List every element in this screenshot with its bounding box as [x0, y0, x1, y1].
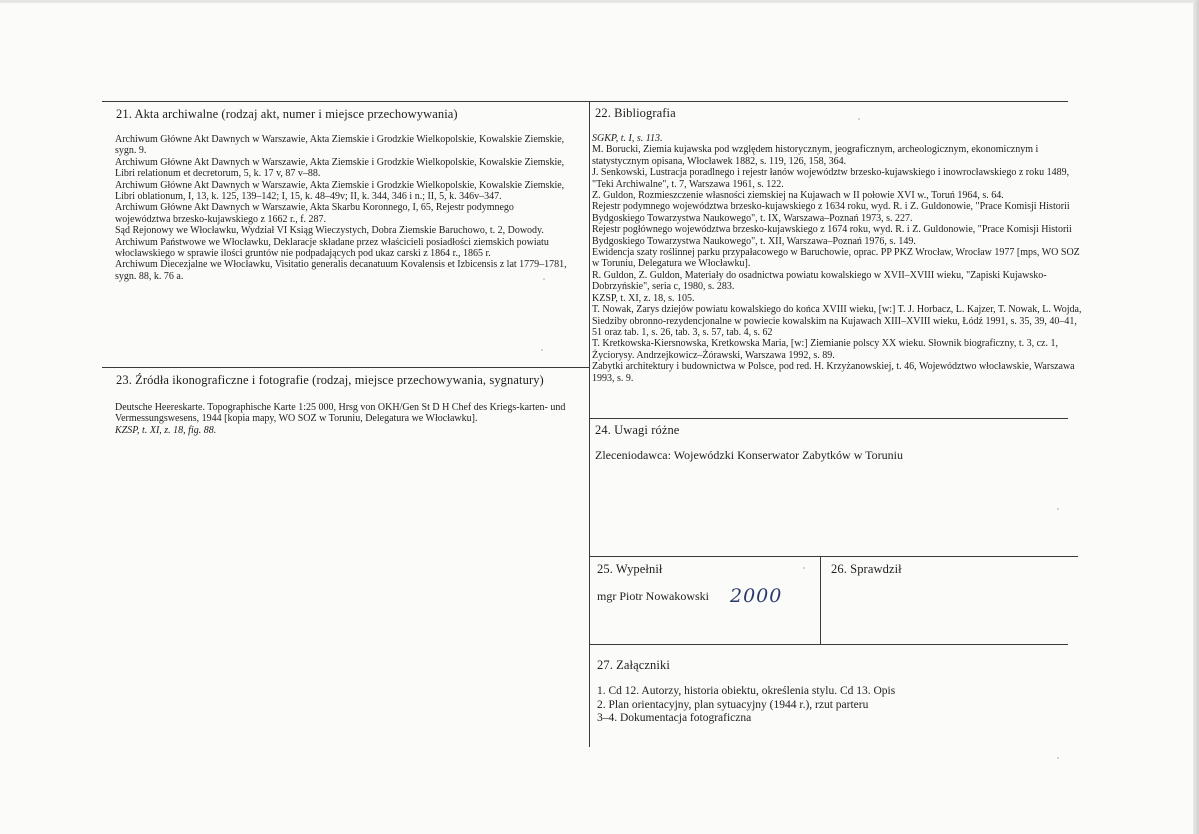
bibliography-entry: Rejestr pogłównego województwa brzesko-kujawskiego z 1674 roku, wyd. R. i Z. Guldonowie, "Prace Komisji Historii Bydgoskiego Towarzystwa Naukowego", t. XII, Warszawa–Poznań 1976, s. 149.: [592, 224, 1072, 247]
scan-speck: [803, 567, 805, 569]
scan-speck: [858, 118, 860, 120]
section-22-title: 22. Bibliografia: [595, 106, 676, 120]
attachment-item: 2. Plan orientacyjny, plan sytuacyjny (1944 r.), rzut parteru: [597, 698, 869, 711]
iconography-entry: Deutsche Heereskarte. Topographische Karte 1:25 000, Hrsg von OKH/Gen St D H Chef des Kriegs-karten- und Vermessungswesens, 1944 [kopia mapy, WO SOZ w Toruniu, Delegatura we Włocławku].: [115, 402, 566, 425]
archive-entry: Archiwum Główne Akt Dawnych w Warszawie, Akta Ziemskie i Grodzkie Wielkopolskie, Kowalskie Ziemskie, Libri oblationum, I, 13, k. 125, 139–142; I, 15, k. 48–49v; II, k. 344, 346 i n.; II, 5, k. 346v–347.: [115, 179, 565, 203]
scan-speck: [1057, 508, 1059, 510]
section-23-title: 23. Źródła ikonograficzne i fotografie (rodzaj, miejsce przechowywania, sygnatury): [116, 373, 544, 387]
rule-24-top: [589, 418, 1068, 419]
rule-23-top: [102, 367, 589, 368]
archive-entry: Sąd Rejonowy we Włocławku, Wydział VI Ksiąg Wieczystych, Dobra Ziemskie Baruchowo, t. 2, Dowody.: [115, 225, 544, 237]
bibliography-entry: J. Senkowski, Lustracja poradlnego i rejestr łanów województw brzesko-kujawskiego i inowrocławskiego z roku 1489, "Teki Archiwalne", t. 7, Warszawa 1961, s. 122.: [592, 167, 1070, 190]
bibliography-entry: M. Borucki, Ziemia kujawska pod względem historycznym, jeograficznym, archeologicznym, ekonomicznym i statystycznym opisana, Włocławek 1882, s. 119, 126, 158, 364.: [592, 144, 1039, 167]
section-26-title: 26. Sprawdził: [831, 562, 902, 576]
section-21-body: [115, 134, 567, 282]
bibliography-entry: Z. Guldon, Rozmieszczenie własności ziemskiej na Kujawach w II połowie XVI w., Toruń 1964, s. 64.: [592, 190, 1004, 202]
archive-entry: Archiwum Państwowe we Włocławku, Deklaracje składane przez właścicieli posiadłości ziemskich powiatu włocławskiego w sprawie ilości gruntów nie podpadających pod ukaz carski z 1864 r., 1865 r.: [115, 236, 549, 260]
bibliography-entry: R. Guldon, Z. Guldon, Materiały do osadnictwa powiatu kowalskiego w XVII–XVIII wieku, "Zapiski Kujawsko-Dobrzyńskie", seria c, 1980, s. 283.: [592, 269, 1047, 293]
attachment-item: 3–4. Dokumentacja fotograficzna: [597, 712, 752, 725]
scan-speck: [543, 278, 545, 280]
bibliography-entry: Zabytki architektury i budownictwa w Polsce, pod red. H. Krzyżanowskiej, t. 46, Województwo włocławskie, Warszawa 1993, s. 9.: [592, 361, 1075, 384]
bibliography-entry: SGKP, t. I, s. 113.: [592, 133, 663, 144]
section-25-title: 25. Wypełnił: [597, 562, 663, 576]
section-23-body: [115, 402, 577, 436]
archive-entry: Archiwum Diecezjalne we Włocławku, Visitatio generalis decanatuum Kovalensis et Izbicensis z lat 1779–1781, sygn. 88, k. 76 a.: [115, 259, 567, 282]
attachment-item: 1. Cd 12. Autorzy, historia obiektu, określenia stylu. Cd 13. Opis: [597, 685, 896, 697]
top-rule-right: [589, 101, 1068, 102]
attachments-list: [597, 685, 1057, 726]
rule-25-top: [589, 556, 1078, 557]
section-21-title: 21. Akta archiwalne (rodzaj akt, numer i miejsce przechowywania): [116, 107, 458, 121]
bibliography-entry: Ewidencja szaty roślinnej parku przypałacowego w Baruchowie, oprac. PP PKZ Wrocław, Wrocław 1977 [mps, WO SOZ w Toruniu, Delegatura we Włocławku].: [592, 247, 1080, 270]
rule-27-top: [589, 644, 1068, 645]
top-rule-left: [102, 101, 589, 102]
archive-entry: Archiwum Główne Akt Dawnych w Warszawie, Akta Ziemskie i Grodzkie Wielkopolskie, Kowalskie Ziemskie, Libri relationum et decretorum, 5, k. 17 v, 87 v–88.: [115, 156, 565, 180]
section-27-title: 27. Załączniki: [597, 658, 670, 672]
bibliography-entry: KZSP, t. XI, z. 18, s. 105.: [592, 292, 695, 304]
iconography-entry: KZSP, t. XI, z. 18, fig. 88.: [115, 424, 217, 436]
center-divider: [589, 101, 590, 747]
divider-25-26: [820, 556, 821, 644]
archive-entry: Archiwum Główne Akt Dawnych w Warszawie, Akta Ziemskie i Grodzkie Wielkopolskie, Kowalskie Ziemskie, sygn. 9.: [115, 134, 565, 157]
handwritten-year: 2000: [730, 585, 783, 607]
scan-edge-right: [1193, 0, 1199, 834]
filled-by-name: mgr Piotr Nowakowski: [597, 589, 709, 603]
section-24-title: 24. Uwagi różne: [595, 423, 680, 437]
scan-speck: [541, 349, 543, 351]
bibliography-entry: T. Nowak, Zarys dziejów powiatu kowalskiego do końca XVIII wieku, [w:] T. J. Horbacz, L. Kajzer, T. Nowak, L. Wojda, Siedziby obronno-rezydencjonalne w powiecie kowalskim na Kujawach XIII–XVIII wieku, Łódź 1991, s. 35, 39, 40–41, 51 oraz tab. 1, s. 26, tab. 3, s. 57, tab. 4, s. 62: [592, 304, 1082, 338]
scan-edge-top: [0, 0, 1199, 3]
scan-speck: [1057, 757, 1059, 759]
archive-entry: Archiwum Główne Akt Dawnych w Warszawie, Akta Skarbu Koronnego, I, 65, Rejestr podymnego województwa brzesko-kujawskiego z 1662 r., f. 287.: [115, 202, 514, 225]
commissioner-text: Zleceniodawca: Wojewódzki Konserwator Zabytków w Toruniu: [595, 448, 903, 462]
bibliography-entry: Rejestr podymnego województwa brzesko-kujawskiego z 1634 roku, wyd. R. i Z. Guldonowie, "Prace Komisji Historii Bydgoskiego Towarzystwa Naukowego", t. IX, Warszawa–Poznań 1973, s. 227.: [592, 201, 1070, 224]
bibliography-entry: T. Kretkowska-Kiersnowska, Kretkowska Maria, [w:] Ziemianie polscy XX wieku. Słownik biograficzny, t. 3, cz. 1, Życiorysy. Andrzejkowicz–Żórawski, Warszawa 1992, s. 89.: [592, 338, 1058, 361]
section-22-body: [592, 133, 1082, 384]
